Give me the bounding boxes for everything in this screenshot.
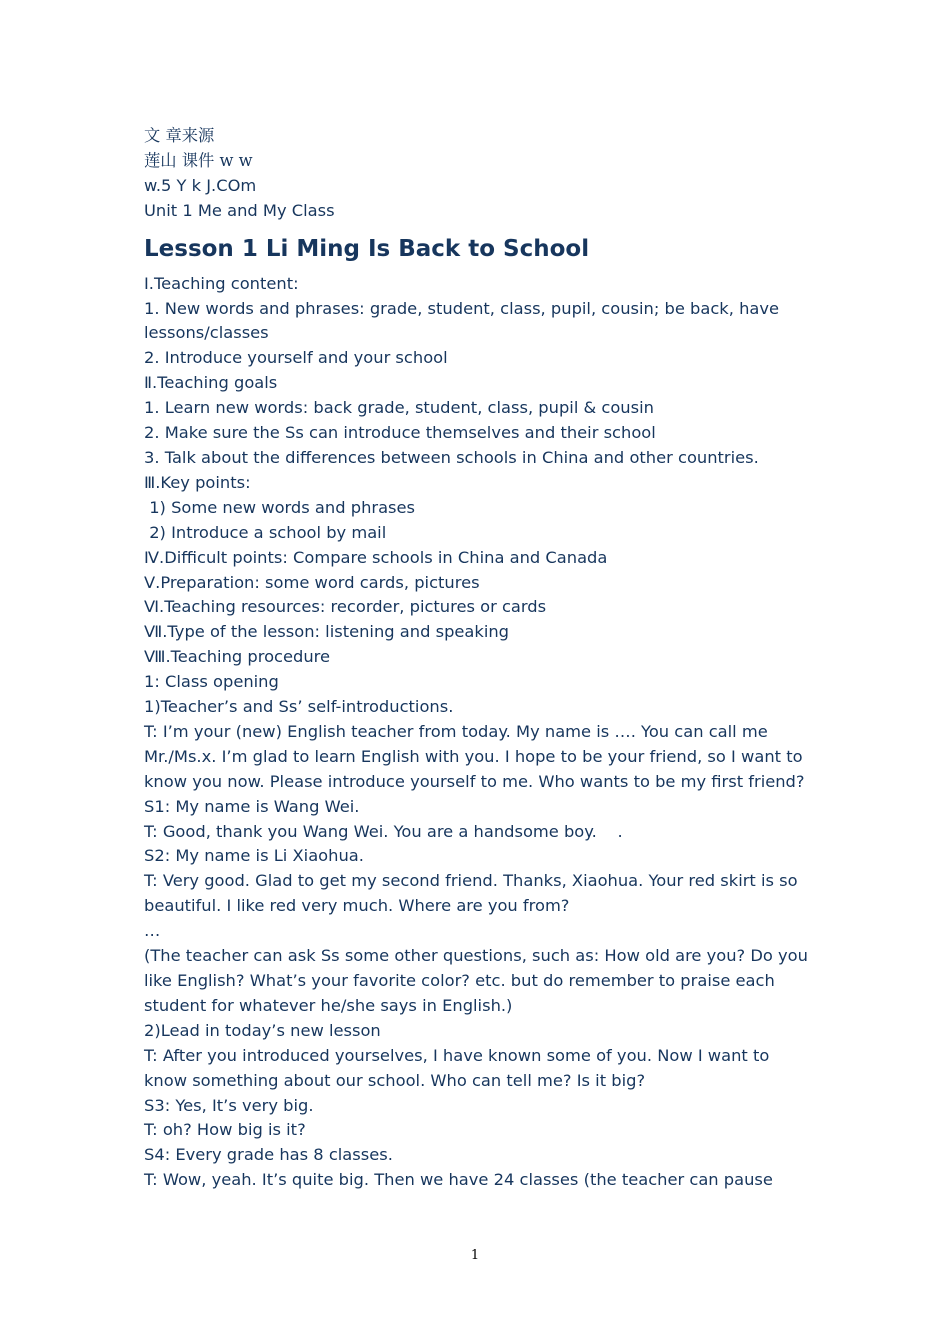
paragraph: 1. New words and phrases: grade, student, class, pupil, cousin; be back, have lessons/classes [144, 298, 785, 343]
paragraph: 1. Learn new words: back grade, student, class, pupil & cousin [144, 398, 654, 418]
paragraph: S2: My name is Li Xiaohua. [144, 846, 364, 866]
paragraph-key-points: Ⅲ.Key points: [144, 472, 251, 492]
source-line-3: w.5 Y k J.COm [144, 175, 257, 195]
source-line-1: 文 章来源 [144, 126, 215, 145]
paragraph: … [144, 921, 161, 941]
paragraph: S3: Yes, It’s very big. [144, 1095, 314, 1115]
paragraph-teaching-goals: Ⅱ.Teaching goals [144, 373, 278, 393]
unit-title: Unit 1 Me and My Class [144, 200, 335, 220]
paragraph: 2) Introduce a school by mail [144, 522, 387, 542]
paragraph: T: Good, thank you Wang Wei. You are a handsome boy. . [144, 821, 623, 841]
paragraph: 2. Make sure the Ss can introduce themselves and their school [144, 423, 656, 443]
paragraph: S1: My name is Wang Wei. [144, 796, 360, 816]
paragraph: 2)Lead in today’s new lesson [144, 1020, 381, 1040]
paragraph: T: oh? How big is it? [144, 1120, 306, 1140]
paragraph-preparation: Ⅴ.Preparation: some word cards, pictures [144, 572, 480, 592]
paragraph: T: I’m your (new) English teacher from today. My name is …. You can call me Mr./Ms.x. I’m glad to learn English with you. I hope to be your friend, so I want to know you now. Please introduce yourself to me. Who wants to be my first friend? [144, 721, 808, 791]
paragraph-lesson-type: Ⅶ.Type of the lesson: listening and speaking [144, 622, 510, 642]
paragraph: 1) Some new words and phrases [144, 497, 416, 517]
paragraph: S4: Every grade has 8 classes. [144, 1145, 393, 1165]
paragraph-teaching-procedure: Ⅷ.Teaching procedure [144, 647, 331, 667]
paragraph-teaching-content: Ⅰ.Teaching content: [144, 273, 299, 293]
paragraph: T: After you introduced yourselves, I have known some of you. Now I want to know something about our school. Who can tell me? Is it big? [144, 1045, 775, 1090]
paragraph-difficult-points: Ⅳ.Difficult points: Compare schools in China and Canada [144, 547, 608, 567]
page-number: 1 [470, 1248, 480, 1263]
paragraph: 1)Teacher’s and Ss’ self-introductions. [144, 697, 454, 717]
paragraph: T: Wow, yeah. It’s quite big. Then we have 24 classes (the teacher can pause [144, 1170, 773, 1190]
paragraph: (The teacher can ask Ss some other questions, such as: How old are you? Do you like English? What’s your favorite color? etc. but do remember to praise each student for whatever he/she says in English.) [144, 946, 814, 1015]
paragraph-teaching-resources: Ⅵ.Teaching resources: recorder, pictures or cards [144, 597, 547, 617]
source-line-2: 莲山 课件 w w [144, 150, 253, 170]
paragraph: 1: Class opening [144, 672, 279, 692]
paragraph: T: Very good. Glad to get my second friend. Thanks, Xiaohua. Your red skirt is so beautiful. I like red very much. Where are you from? [144, 871, 803, 916]
paragraph: 3. Talk about the differences between schools in China and other countries. [144, 447, 759, 467]
paragraph: 2. Introduce yourself and your school [144, 348, 448, 368]
document-page [144, 124, 814, 1193]
lesson-title: Lesson 1 Li Ming Is Back to School [144, 235, 590, 262]
